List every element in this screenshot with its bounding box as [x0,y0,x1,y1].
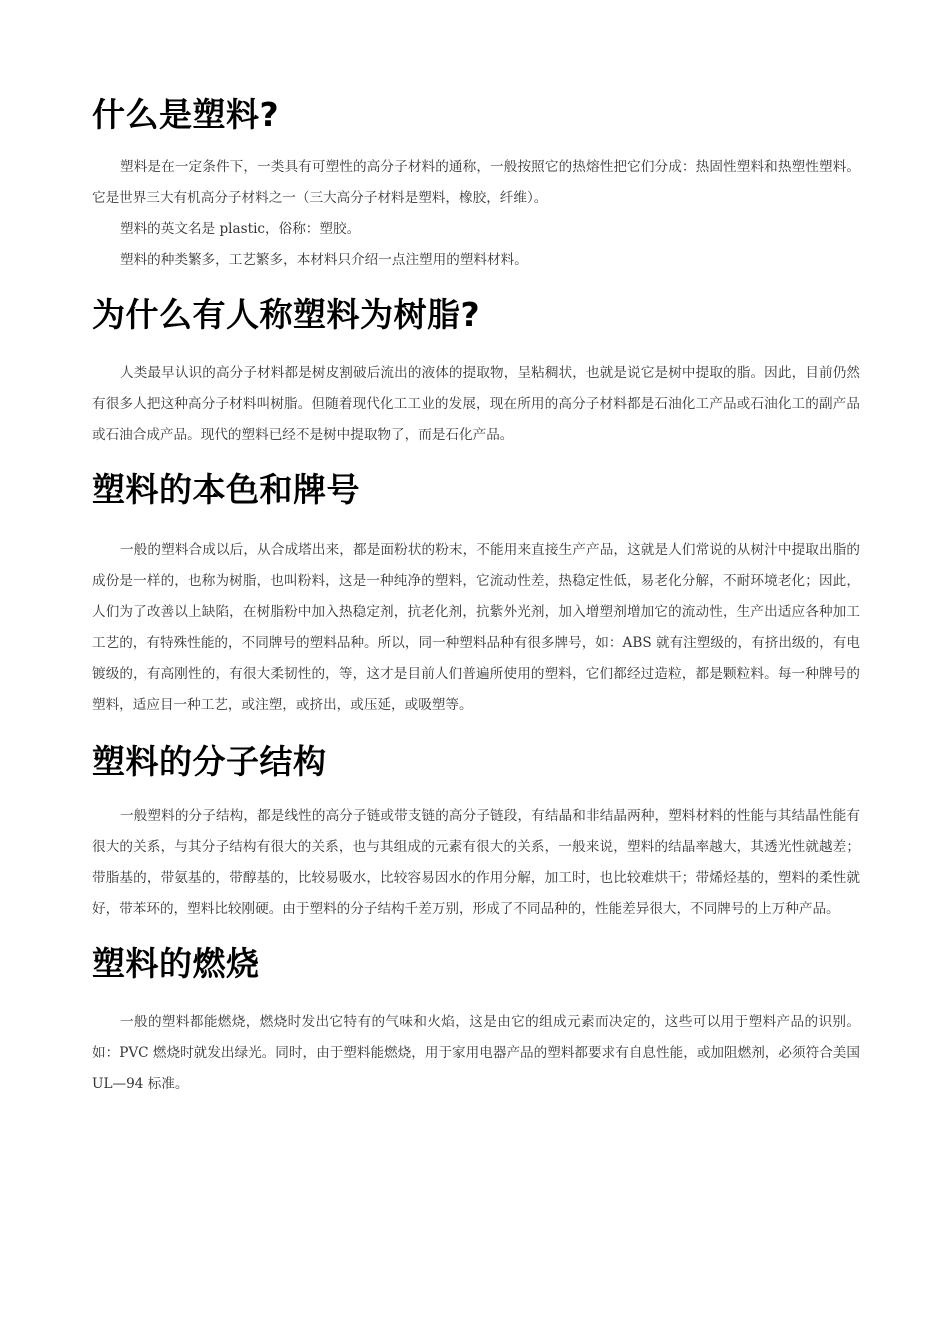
section-color-and-grade [92,463,860,721]
section-why-called-resin [92,288,860,451]
section-heading: 塑料的燃烧 [92,944,260,983]
paragraph: 人类最早认识的高分子材料都是树皮割破后流出的液体的提取物，呈粘稠状，也就是说它是树中提取的脂。因此，目前仍然有很多人把这种高分子材料叫树脂。但随着现代化工工业的发展，现在所用的高分子材料都是石油化工产品或石油化工的副产品或石油合成产品。现代的塑料已经不是树中提取物了，而是石化产品。 [92,365,860,443]
section-heading: 什么是塑料? [92,95,280,134]
section-combustion [92,937,860,1100]
paragraph: 一般的塑料都能燃烧，燃烧时发出它特有的气味和火焰，这是由它的组成元素而决定的，这些可以用于塑料产品的识别。如：PVC 燃烧时就发出绿光。同时，由于塑料能燃烧，用于家用电器产品的塑料都要求有自息性能，或加阻燃剂，必须符合美国 UL—94 标准。 [92,1014,860,1092]
paragraph: 一般的塑料合成以后，从合成塔出来，都是面粉状的粉末，不能用来直接生产产品，这就是人们常说的从树汁中提取出脂的成份是一样的，也称为树脂，也叫粉料，这是一种纯净的塑料，它流动性差，热稳定性低，易老化分解，不耐环境老化；因此，人们为了改善以上缺陷，在树脂粉中加入热稳定剂，抗老化剂，抗紫外光剂，加入增塑剂增加它的流动性，生产出适应各种加工工艺的，有特殊性能的，不同牌号的塑料品种。所以，同一种塑料品种有很多牌号，如：ABS 就有注塑级的，有挤出级的，有电镀级的，有高刚性的，有很大柔韧性的，等，这才是目前人们普遍所使用的塑料，它们都经过造粒，都是颗粒料。每一种牌号的塑料，适应目一种工艺，或注塑，或挤出，或压延，或吸塑等。 [92,542,860,713]
section-heading: 塑料的分子结构 [92,742,327,781]
paragraph: 塑料的英文名是 plastic，俗称：塑胶。 [120,221,361,237]
section-molecular-structure [92,735,860,925]
paragraph: 一般塑料的分子结构，都是线性的高分子链或带支链的高分子链段，有结晶和非结晶两种，塑料材料的性能与其结晶性能有很大的关系，与其分子结构有很大的关系，也与其组成的元素有很大的关系，一般来说，塑料的结晶率越大，其透光性就越差；带脂基的，带氨基的，带醇基的，比较易吸水，比较容易因水的作用分解，加工时，也比较难烘干；带烯烃基的，塑料的柔性就好，带苯环的，塑料比较刚硬。由于塑料的分子结构千差万别，形成了不同品种的，性能差异很大，不同牌号的上万种产品。 [92,808,860,917]
section-heading: 塑料的本色和牌号 [92,470,360,509]
document-page [92,88,860,1100]
paragraph: 塑料是在一定条件下，一类具有可塑性的高分子材料的通称，一般按照它的热熔性把它们分成：热固性塑料和热塑性塑料。它是世界三大有机高分子材料之一（三大高分子材料是塑料，橡胶，纤维）。 [92,159,860,206]
section-what-is-plastic [92,88,860,276]
paragraph: 塑料的种类繁多，工艺繁多，本材料只介绍一点注塑用的塑料材料。 [120,252,528,268]
section-heading: 为什么有人称塑料为树脂? [92,295,481,334]
